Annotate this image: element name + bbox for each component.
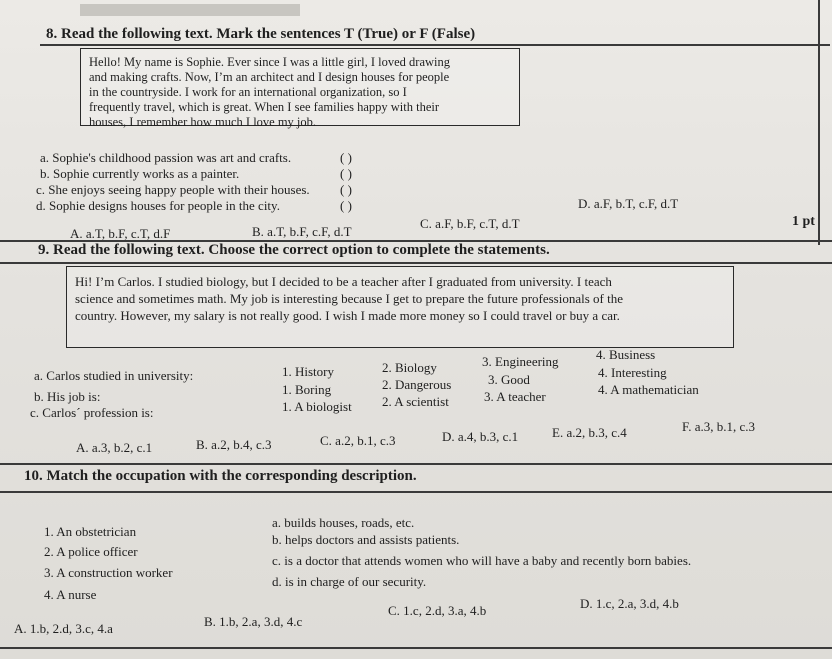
q9-passage-line: Hi! I’m Carlos. I studied biology, but I decided to be a teacher after I graduated from university. I teach [75, 274, 612, 289]
q10-option-c[interactable]: C. 1.c, 2.d, 3.a, 4.b [388, 603, 487, 618]
paper-edge [80, 4, 300, 16]
q8-option-d[interactable]: D. a.F, b.T, c.F, d.T [578, 196, 679, 211]
q8-passage-line: in the countryside. I work for an international organization, so I [89, 85, 407, 99]
q8-passage-line: and making crafts. Now, I’m an architect and I design houses for people [89, 70, 450, 84]
q8-answer-blank-b[interactable]: ( ) [340, 166, 352, 181]
q9-option-d[interactable]: D. a.4, b.3, c.1 [442, 429, 519, 444]
q9-choice: 1. A biologist [282, 399, 352, 414]
q10-occupation-4: 4. A nurse [44, 587, 97, 602]
q10-description-a: a. builds houses, roads, etc. [272, 515, 415, 530]
q8-header: 8. Read the following text. Mark the sentences T (True) or F (False) [46, 26, 476, 42]
q9-choice: 2. A scientist [382, 394, 449, 409]
q10-option-a[interactable]: A. 1.b, 2.d, 3.c, 4.a [14, 621, 113, 636]
divider [818, 0, 820, 245]
q8-statement-b: b. Sophie currently works as a painter. [40, 166, 240, 181]
q9-choice: 2. Biology [382, 360, 437, 375]
q9-choice: 1. History [282, 364, 334, 379]
q9-choice: 4. Interesting [598, 365, 667, 380]
q9-stem-a: a. Carlos studied in university: [34, 368, 194, 383]
q9-choice: 3. Good [488, 372, 530, 387]
q9-choice: 3. Engineering [482, 354, 559, 369]
q10-occupation-1: 1. An obstetrician [44, 524, 137, 539]
q9-choice: 4. A mathematician [598, 382, 699, 397]
q8-passage-line: frequently travel, which is great. When I see families happy with their [89, 100, 439, 114]
q8-statement-a: a. Sophie's childhood passion was art and crafts. [40, 150, 292, 165]
q8-statement-d: d. Sophie designs houses for people in the city. [36, 198, 280, 213]
q9-option-f[interactable]: F. a.3, b.1, c.3 [682, 419, 755, 434]
q10-occupation-3: 3. A construction worker [44, 565, 173, 580]
q9-option-a[interactable]: A. a.3, b.2, c.1 [76, 440, 153, 455]
q9-passage-line: country. However, my salary is not really good. I wish I made more money so I could travel or buy a car. [75, 308, 620, 323]
q10-description-d: d. is in charge of our security. [272, 574, 427, 589]
q10-header: 10. Match the occupation with the corresponding description. [24, 468, 417, 484]
divider [0, 647, 832, 649]
q8-passage-box [80, 48, 520, 129]
q8-option-a[interactable]: A. a.T, b.F, c.T, d.F [70, 226, 171, 241]
q10-option-d[interactable]: D. 1.c, 2.a, 3.d, 4.b [580, 596, 679, 611]
score-label: 1 pt [792, 214, 815, 229]
divider [0, 262, 832, 264]
q9-passage-box [66, 266, 734, 348]
q10-option-b[interactable]: B. 1.b, 2.a, 3.d, 4.c [204, 614, 303, 629]
q9-stem-c: c. Carlos´ profession is: [30, 405, 154, 420]
q8-passage-line: houses, I remember how much I love my job. [89, 115, 317, 129]
divider [0, 463, 832, 465]
q8-statement-c: c. She enjoys seeing happy people with their houses. [36, 182, 310, 197]
q8-answer-blank-d[interactable]: ( ) [340, 198, 352, 213]
divider [0, 491, 832, 493]
q10-description-c: c. is a doctor that attends women who will have a baby and recently born babies. [272, 553, 692, 568]
q9-choice: 4. Business [596, 347, 656, 362]
q9-stem-b: b. His job is: [34, 389, 101, 404]
q9-choice: 1. Boring [282, 382, 332, 397]
q8-answer-blank-c[interactable]: ( ) [340, 182, 352, 197]
q10-occupation-2: 2. A police officer [44, 544, 138, 559]
q9-option-e[interactable]: E. a.2, b.3, c.4 [552, 425, 627, 440]
q9-choice: 2. Dangerous [382, 377, 452, 392]
q9-choice: 3. A teacher [484, 389, 546, 404]
q8-answer-blank-a[interactable]: ( ) [340, 150, 352, 165]
q9-header: 9. Read the following text. Choose the correct option to complete the statements. [38, 242, 550, 258]
q8-option-b[interactable]: B. a.T, b.F, c.F, d.T [252, 224, 352, 239]
divider [40, 44, 830, 46]
q8-passage-line: Hello! My name is Sophie. Ever since I was a little girl, I loved drawing [89, 55, 451, 69]
q8-option-c[interactable]: C. a.F, b.F, c.T, d.T [420, 216, 520, 231]
q9-passage-line: science and sometimes math. My job is interesting because I get to prepare the future professionals of the [75, 291, 623, 306]
q9-option-c[interactable]: C. a.2, b.1, c.3 [320, 433, 396, 448]
q10-description-b: b. helps doctors and assists patients. [272, 532, 460, 547]
q9-option-b[interactable]: B. a.2, b.4, c.3 [196, 437, 272, 452]
